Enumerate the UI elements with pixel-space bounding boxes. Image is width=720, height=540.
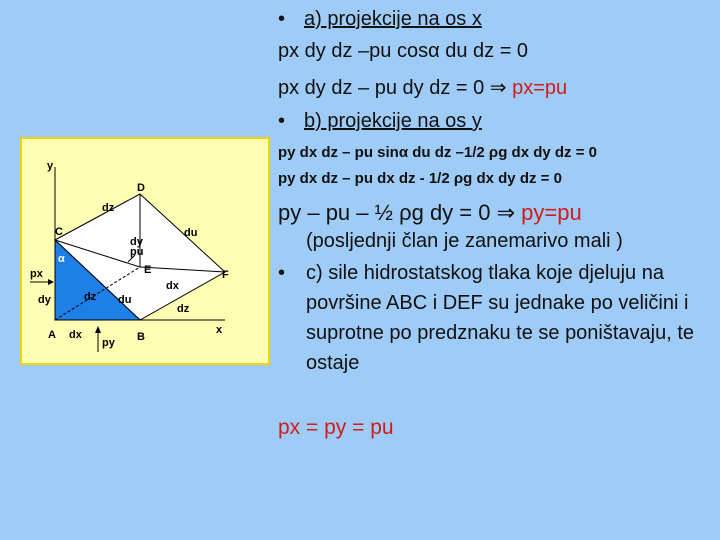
label-dz-right: dz (177, 303, 190, 315)
fluid-element-diagram (20, 137, 270, 365)
label-dz-top: dz (102, 202, 115, 214)
label-dz-triangle: dz (84, 291, 97, 303)
label-du-triangle: du (118, 294, 132, 306)
label-f: F (222, 269, 229, 281)
y-axis-label: y (47, 160, 54, 172)
label-a: A (48, 329, 56, 341)
label-du-right: du (184, 227, 198, 239)
bullet-dot: • (278, 110, 286, 132)
section-c (278, 258, 718, 378)
equation-1: px dy dz –pu cosα du dz = 0 (278, 40, 529, 62)
bullet-dot: • (278, 262, 286, 284)
label-dy-left: dy (38, 294, 51, 306)
equation-5-result: py=pu (521, 200, 582, 225)
label-dy-mid: dy (130, 236, 143, 248)
label-d: D (137, 182, 145, 194)
label-pu-mid: pu (130, 246, 144, 258)
label-dx-bottom: dx (69, 329, 82, 341)
x-axis-label: x (216, 324, 223, 336)
section-a-title: a) projekcije na os x (304, 8, 482, 30)
label-alpha: α (58, 253, 65, 265)
equation-2 (278, 75, 567, 100)
equation-2-text: px dy dz – pu dy dz = 0 ⇒ (278, 77, 513, 99)
final-result: px = py = pu (278, 416, 394, 439)
section-c-text: c) sile hidrostatskog tlaka koje djeluju na površine ABC i DEF su jednake po veličini i suprotne po predznaku te se poništavaju, te ostaje (306, 262, 695, 374)
label-c: C (55, 226, 63, 238)
section-b-title: b) projekcije na os y (304, 110, 482, 132)
label-b: B (137, 331, 145, 343)
equation-5 (278, 200, 582, 226)
bullet-dot: • (278, 8, 286, 30)
label-dx-mid: dx (166, 280, 179, 292)
label-px: px (30, 268, 43, 280)
bullet-b (278, 110, 482, 133)
bullet-a (278, 8, 482, 31)
equation-2-result: px=pu (512, 77, 568, 99)
equation-3: py dx dz – pu sinα du dz –1/2 ρg dx dy dz = 0 (278, 144, 597, 161)
equation-5-text: py – pu – ½ ρg dy = 0 ⇒ (278, 200, 522, 225)
equation-5-note: (posljednji član je zanemarivo mali ) (306, 230, 623, 252)
equation-4: py dx dz – pu dx dz - 1/2 ρg dx dy dz = 0 (278, 170, 562, 187)
label-py: py (102, 337, 115, 349)
label-e: E (144, 264, 152, 276)
